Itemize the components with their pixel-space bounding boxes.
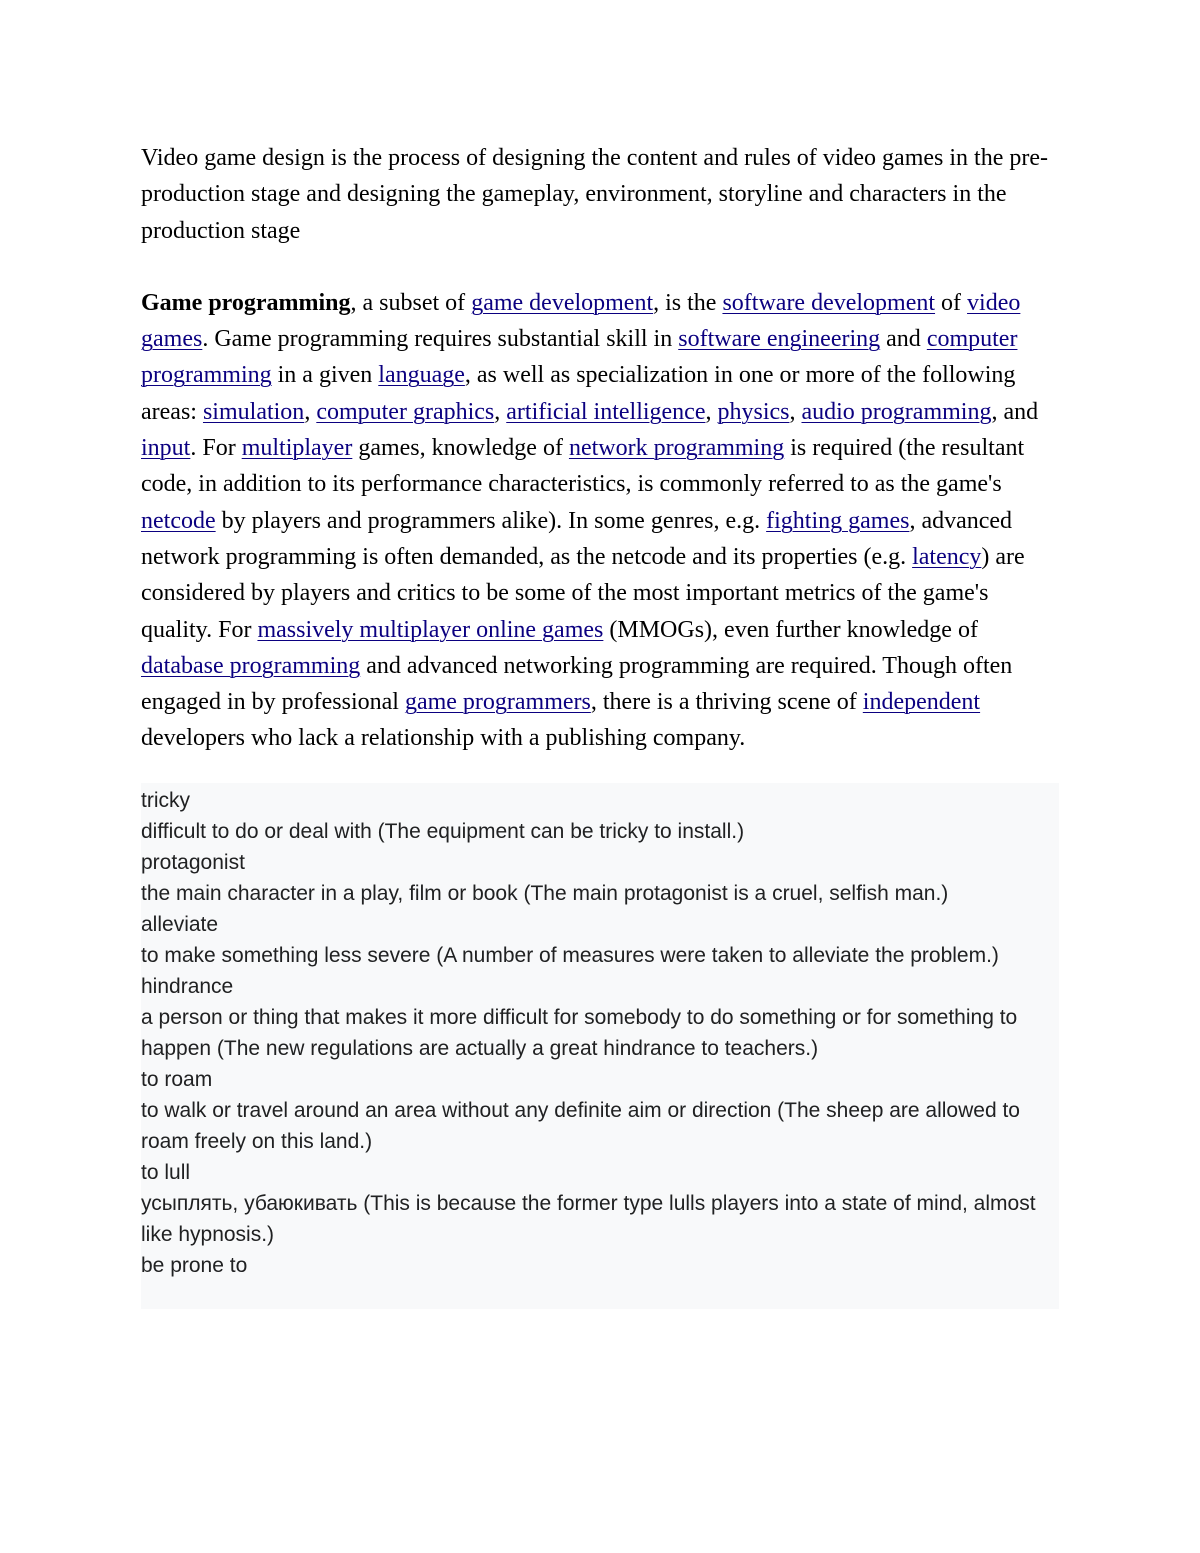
text-run: and advanced networking programming are required. Though often engaged in by professional [141,652,1013,716]
link-video-games[interactable]: video games [141,289,1021,353]
text-run: , as well as specialization in one or more of the following areas: [141,362,1016,425]
vocab-definition: to make something less severe (A number of measures were taken to alleviate the problem.) [141,943,999,967]
text-run: , [705,398,718,425]
link-simulation[interactable]: simulation [202,398,305,425]
vocab-definition: to walk or travel around an area without any definite aim or direction (The sheep are allowed to roam freely on this land.) [141,1098,1020,1153]
text-run: , advanced network programming is often demanded, as the netcode and its properties (e.g. [141,507,1013,570]
link-netcode[interactable]: netcode [141,507,216,534]
text-run: , [789,398,802,425]
text-run: by players and programmers alike). In some genres, e.g. [215,507,767,534]
text-run: is required (the resultant code, in addition to its performance characteristics, is commonly referred to as the game's [141,435,1025,498]
game-programming-paragraph [141,285,1059,757]
link-database-programming[interactable]: database programming [141,652,361,679]
vocab-term: to roam [141,1067,213,1091]
link-language[interactable]: language [378,362,465,389]
link-game-development[interactable]: game development [471,289,654,316]
vocab-term: to lull [141,1160,191,1184]
link-physics[interactable]: physics [717,398,790,425]
page-content [141,140,1059,1309]
link-game-programmers[interactable]: game programmers [404,689,591,716]
text-run: . For [190,435,242,462]
text-run: in a given [271,362,379,389]
link-latency[interactable]: latency [912,543,982,570]
text-run: and [880,326,927,353]
intro-paragraph: Video game design is the process of designing the content and rules of video games in the pre-production stage and designing the gameplay, environment, storyline and characters in the production stage [141,145,1048,244]
text-run: , is the [653,289,723,316]
text-run: developers who lack a relationship with a publishing company. [141,725,746,752]
link-software-engineering[interactable]: software engineering [678,326,881,353]
text-run: , and [991,398,1039,425]
text-run: , [494,398,507,425]
text-run: games, knowledge of [352,435,569,462]
link-network-programming[interactable]: network programming [568,435,785,462]
link-computer-programming[interactable]: computer programming [141,326,1018,389]
text-run: (MMOGs), even further knowledge of [603,616,978,643]
vocab-definition: difficult to do or deal with (The equipment can be tricky to install.) [141,819,745,843]
link-fighting-games[interactable]: fighting games [766,507,910,534]
vocab-term: alleviate [141,912,219,936]
link-software-development[interactable]: software development [722,289,936,316]
vocab-term: tricky [141,788,190,812]
vocab-term: hindrance [141,974,234,998]
link-computer-graphics[interactable]: computer graphics [316,398,495,425]
link-independent[interactable]: independent [862,689,981,716]
text-run: . Game programming requires substantial skill in [202,326,679,353]
link-mmog[interactable]: massively multiplayer online games [257,616,604,643]
vocab-definition: усыплять, убаюкивать (This is because the former type lulls players into a state of mind, almost like hypnosis.) [141,1191,1036,1246]
vocabulary-list [141,783,1059,1309]
link-audio-programming[interactable]: audio programming [801,398,992,425]
vocab-definition: the main character in a play, film or book (The main protagonist is a cruel, selfish man.) [141,881,949,905]
text-run: of [935,289,968,316]
text-run: , there is a thriving scene of [590,689,863,716]
term-game-programming: Game programming [141,289,351,316]
vocab-term: protagonist [141,850,245,874]
text-run: , [304,398,317,425]
vocab-definition: a person or thing that makes it more difficult for somebody to do something or for something to happen (The new regulations are actually a great hindrance to teachers.) [141,1005,1018,1060]
link-input[interactable]: input [141,435,191,462]
text-run: , a subset of [350,289,472,316]
vocab-term: be prone to [141,1253,248,1277]
link-multiplayer[interactable]: multiplayer [241,435,353,462]
text-run: ) are considered by players and critics to be some of the most important metrics of the game's quality. For [141,543,1025,643]
link-artificial-intelligence[interactable]: artificial intelligence [506,398,706,425]
